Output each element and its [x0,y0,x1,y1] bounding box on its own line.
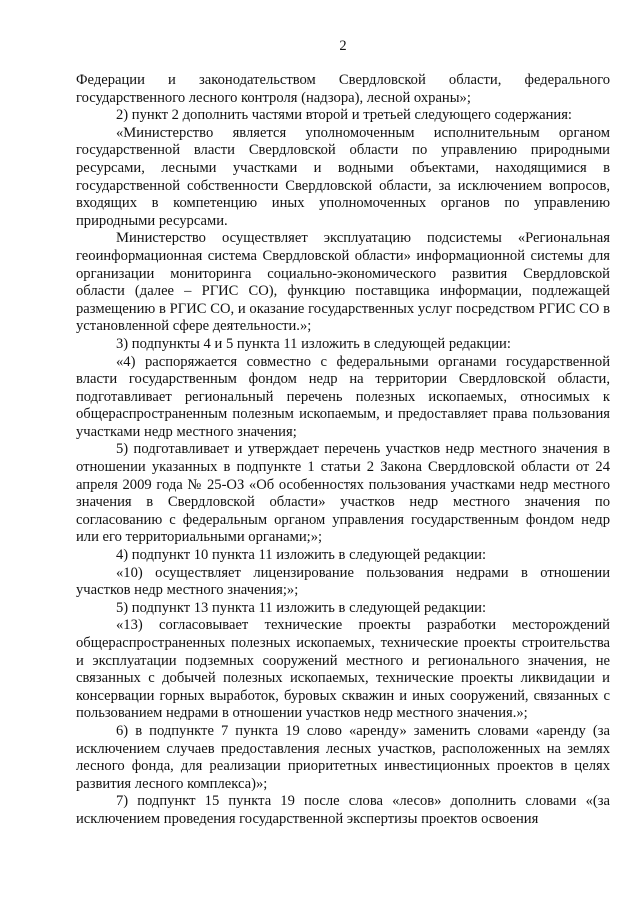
paragraph: 4) подпункт 10 пункта 11 изложить в следующей редакции: [116,547,487,564]
paragraph: 2) пункт 2 дополнить частями второй и третьей следующего содержания: [116,107,572,124]
paragraph: 5) подготавливает и утверждает перечень участков недр местного значения в отношении указанных в подпункте 1 статьи 2 Закона Свердловской области от 24 апреля 2009 года № 25-ОЗ «Об особенностях пользования участками недр местного значения в Свердловской области» участков недр местного значения по согласованию с федеральным органом управления государственным фондом недр или его территориальными органами;»; [76,441,610,546]
paragraph: 6) в подпункте 7 пункта 19 слово «аренду» заменить словами «аренду (за исключением случаев предоставления лесных участков, расположенных на землях лесного фонда, для реализации приоритетных инвестиционных проектов в целях развития лесного комплекса)»; [76,722,610,792]
paragraph: «Министерство является уполномоченным исполнительным органом государственной власти Свердловской области по управлению природными ресурсами, лесными участками и водными объектами, находящимися в государственной собственности Свердловской области, за исключением вопросов, входящих в компетенцию иных уполномоченных органов по управлению природными ресурсами. [76,124,610,229]
paragraph: 7) подпункт 15 пункта 19 после слова «лесов» дополнить словами «(за исключением проведения государственной экспертизы проектов освоения [76,793,610,827]
paragraph: Министерство осуществляет эксплуатацию подсистемы «Региональная геоинформационная система Свердловской области» информационной системы для организации мониторинга социально-экономического развития Свердловской области (далее – РГИС СО), функцию поставщика информации, подлежащей размещению в РГИС СО, и оказание государственных услуг посредством РГИС СО в установленной сфере деятельности.»; [76,230,610,335]
document-page [76,36,610,829]
paragraph: «10) осуществляет лицензирование пользования недрами в отношении участков недр местного значения;»; [76,564,610,599]
paragraph: 5) подпункт 13 пункта 11 изложить в следующей редакции: [116,599,487,616]
paragraph: «13) согласовывает технические проекты разработки месторождений общераспространенных полезных ископаемых, технические проекты строительства и эксплуатации подземных сооружений местного и регионального значения, не связанных с добычей полезных ископаемых, технические проекты ликвидации и консервации горных выработок, буровых скважин и иных сооружений, связанных с пользованием недрами в отношении участков недр местного значения.»; [76,617,610,722]
page-number: 2 [339,38,347,54]
paragraph: Федерации и законодательством Свердловской области, федерального государственного лесного контроля (надзора), лесной охраны»; [76,72,610,106]
paragraph: «4) распоряжается совместно с федеральными органами государственной власти государственным фондом недр на территории Свердловской области, подготавливает региональный перечень полезных ископаемых, относимых к общераспространенным полезным ископаемым, и предоставляет права пользования участками недр местного значения; [76,353,610,440]
paragraph: 3) подпункты 4 и 5 пункта 11 изложить в следующей редакции: [116,335,511,352]
